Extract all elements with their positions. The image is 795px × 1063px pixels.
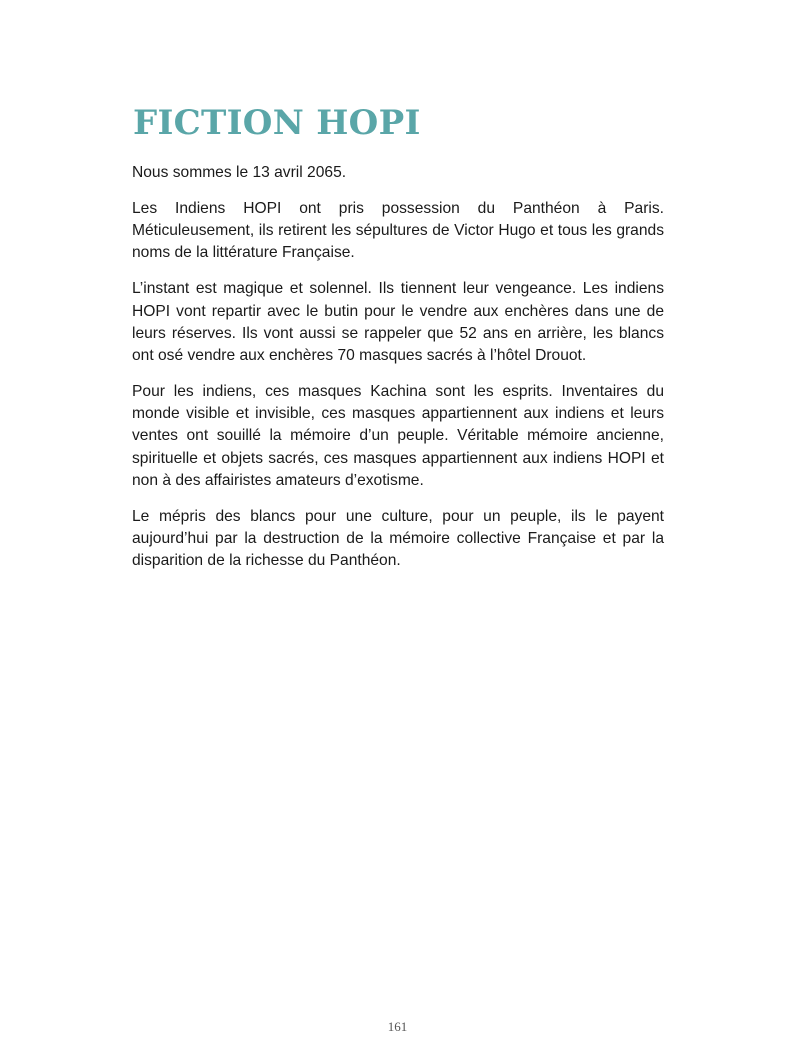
paragraph-vengeance: L’instant est magique et solennel. Ils tiennent leur vengeance. Les indiens HOPI vont repartir avec le butin pour le vendre aux enchères dans une de leurs réserves. Ils vont aussi se rappeler que 52 ans en arrière, les blancs ont osé vendre aux enchères 70 masques sacrés à l’hôtel Drouot. xyxy=(132,280,664,365)
paragraph-pantheon: Les Indiens HOPI ont pris possession du Panthéon à Paris. Méticuleusement, ils retirent les sépultures de Victor Hugo et tous les grands noms de la littérature Française. xyxy=(132,200,664,262)
page-title: FICTION HOPI xyxy=(133,103,421,143)
paragraph-conclusion: Le mépris des blancs pour une culture, pour un peuple, ils le payent aujourd’hui par la destruction de la mémoire collective Française et par la disparition de la richesse du Panthéon. xyxy=(132,507,664,570)
paragraph-kachina-masks: Pour les indiens, ces masques Kachina sont les esprits. Inventaires du monde visible et invisible, ces masques appartiennent aux indiens et leurs ventes ont souillé la mémoire d’un peuple. Véritable mémoire ancienne, spirituelle et objets sacrés, ces masques appartiennent aux indiens HOPI et non à des affairistes amateurs d’exotisme. xyxy=(132,383,664,489)
body-text xyxy=(132,162,664,586)
paragraph-date: Nous sommes le 13 avril 2065. xyxy=(132,164,347,181)
page-number: 161 xyxy=(387,1019,408,1034)
